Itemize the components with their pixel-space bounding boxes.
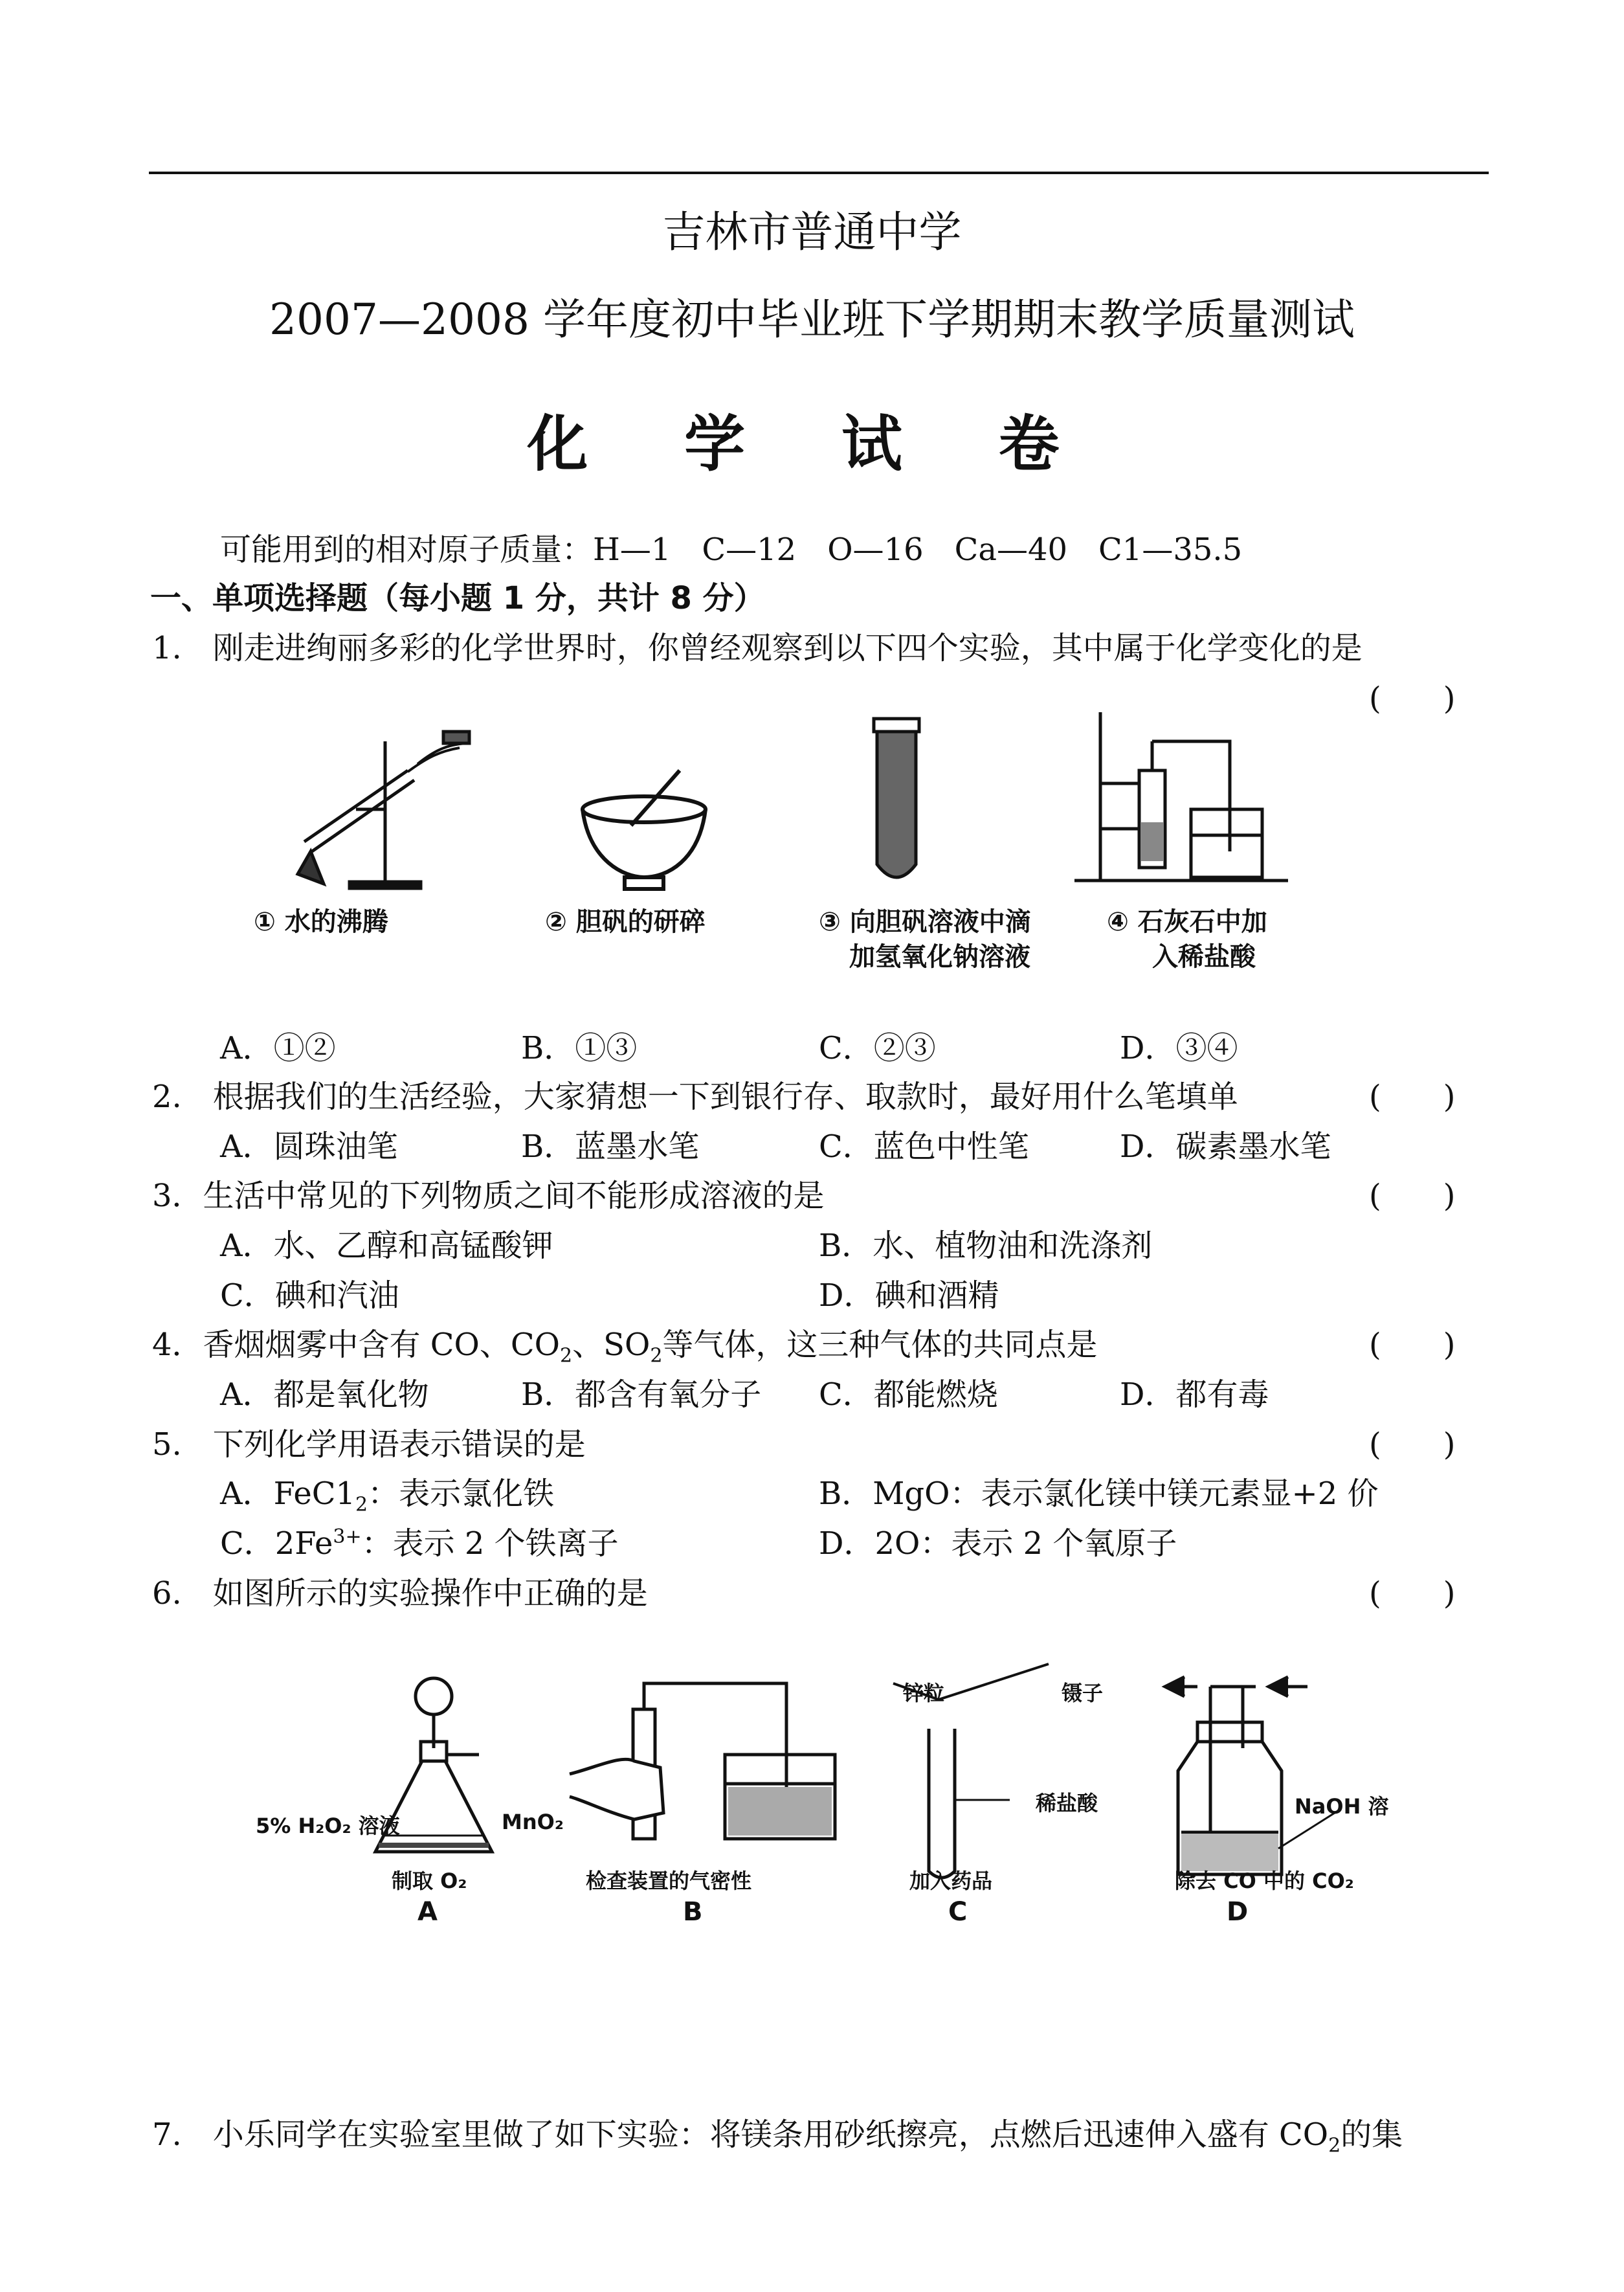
q4-sub-so2: 2 [650, 1344, 663, 1367]
q4-answer-blank: ( ) [1369, 1327, 1456, 1363]
q6-figC-right-label: 稀盐酸 [1036, 1791, 1098, 1815]
q5-answer-blank: ( ) [1369, 1426, 1456, 1463]
q5-opt-c-sup: 3+ [333, 1525, 362, 1548]
q6-figA-left-label: 5% H₂O₂ 溶液 [256, 1814, 400, 1838]
q5-opt-c-post: ：表示 2 个铁离子 [361, 1525, 619, 1562]
q5-option-a [220, 1468, 554, 1516]
q1-option-b: B．①③ [521, 1030, 638, 1066]
q4-option-c: C．都能燃烧 [819, 1376, 998, 1413]
q5-stem: 5. 下列化学用语表示错误的是 [152, 1426, 586, 1463]
q6-figA-caption: 制取 O₂ [392, 1869, 467, 1893]
q4-option-a: A．都是氧化物 [220, 1376, 429, 1413]
q3-option-d: D．碘和酒精 [819, 1277, 999, 1314]
q5-opt-a-post: ：表示氯化铁 [368, 1476, 555, 1512]
q2-option-d: D．碳素墨水笔 [1120, 1129, 1331, 1165]
q3-option-b: B．水、植物油和洗涤剂 [819, 1228, 1153, 1264]
q5-opt-a-pre: A．FeC1 [220, 1476, 356, 1512]
q1-fig4-caption-line1: ④ 石灰石中加 [1107, 907, 1267, 937]
q1-fig2-caption: ② 胆矾的研碎 [545, 907, 706, 937]
q1-stem: 1. 刚走进绚丽多彩的化学世界时，你曾经观察到以下四个实验，其中属于化学变化的是 [152, 630, 1363, 666]
q2-answer-blank: ( ) [1369, 1079, 1456, 1115]
q6-figC-top-left: 锌粒 [903, 1681, 945, 1705]
q4-stem-mid: 、SO [572, 1327, 651, 1363]
q3-option-c: C．碘和汽油 [220, 1277, 399, 1314]
q1-answer-blank: ( ) [1369, 680, 1456, 717]
q4-sub-co2: 2 [559, 1344, 573, 1367]
q1-option-d: D．③④ [1120, 1030, 1238, 1066]
q4-option-b: B．都含有氧分子 [521, 1376, 762, 1413]
exam-subtitle: 2007—2008 学年度初中毕业班下学期期末教学质量测试 [269, 295, 1355, 344]
q6-figC-top-right: 镊子 [1062, 1681, 1104, 1705]
boiling-apparatus-figure [298, 732, 469, 888]
q6-letter-b: B [683, 1897, 703, 1927]
q3-answer-blank: ( ) [1369, 1178, 1456, 1214]
exam-title: 化 学 试 卷 [527, 409, 1097, 480]
q1-option-a: A．①② [220, 1030, 336, 1066]
q4-stem [152, 1320, 1097, 1367]
airtightness-figure [570, 1683, 835, 1839]
q6-answer-blank: ( ) [1369, 1575, 1456, 1612]
q6-stem: 6. 如图所示的实验操作中正确的是 [152, 1575, 648, 1612]
q6-figB-caption: 检查装置的气密性 [586, 1869, 752, 1893]
q4-stem-post: 等气体，这三种气体的共同点是 [662, 1327, 1098, 1363]
q4-stem-pre: 4．香烟烟雾中含有 CO、CO [152, 1327, 560, 1363]
q7-stem-pre: 7. 小乐同学在实验室里做了如下实验：将镁条用砂纸擦亮，点燃后迅速伸入盛有 CO [152, 2117, 1329, 2153]
section-heading: 一、单项选择题（每小题 1 分，共计 8 分） [150, 580, 765, 616]
q6-letter-c: C [948, 1897, 968, 1927]
q7-stem-post: 的集 [1340, 2117, 1403, 2153]
q3-stem: 3．生活中常见的下列物质之间不能形成溶液的是 [152, 1178, 825, 1214]
q6-figD-right-label: NaOH 溶 [1295, 1794, 1389, 1819]
q5-option-c [220, 1518, 619, 1563]
q7-stem [152, 2109, 1403, 2157]
test-tube-figure [874, 719, 919, 877]
q2-option-b: B．蓝墨水笔 [521, 1129, 700, 1165]
q5-option-b: B．MgO：表示氯化镁中镁元素显+2 价 [819, 1476, 1379, 1512]
q1-fig4-caption-line2: 入稀盐酸 [1152, 942, 1256, 972]
q6-figC-caption: 加入药品 [909, 1869, 993, 1893]
q6-letter-d: D [1227, 1897, 1249, 1927]
q6-figD-caption: 除去 CO 中的 CO₂ [1175, 1869, 1354, 1893]
top-rule [149, 172, 1489, 174]
q4-option-d: D．都有毒 [1120, 1376, 1269, 1413]
school-name: 吉林市普通中学 [662, 207, 962, 257]
gas-apparatus-figure [1074, 712, 1288, 881]
q5-option-d: D．2O：表示 2 个氧原子 [819, 1525, 1177, 1562]
q5-opt-c-pre: C．2Fe [220, 1525, 333, 1562]
q6-figA-right-label: MnO₂ [502, 1810, 564, 1834]
q7-stem-sub: 2 [1328, 2134, 1341, 2157]
q1-fig1-caption: ① 水的沸腾 [254, 907, 388, 937]
q2-stem: 2. 根据我们的生活经验，大家猜想一下到银行存、取款时，最好用什么笔填单 [152, 1079, 1238, 1115]
q5-opt-a-sub: 2 [355, 1493, 368, 1516]
q1-fig3-caption-line1: ③ 向胆矾溶液中滴 [819, 907, 1031, 937]
q2-option-a: A．圆珠油笔 [220, 1129, 398, 1165]
wash-bottle-figure [1165, 1677, 1340, 1874]
atomic-masses: 可能用到的相对原子质量：H—1 C—12 O—16 Ca—40 C1—35.5 [220, 532, 1243, 568]
q3-option-a: A．水、乙醇和高锰酸钾 [220, 1228, 553, 1264]
mortar-figure [583, 770, 706, 889]
q2-option-c: C．蓝色中性笔 [819, 1129, 1029, 1165]
q1-option-c: C．②③ [819, 1030, 936, 1066]
q1-fig3-caption-line2: 加氢氧化钠溶液 [849, 942, 1030, 972]
q6-letter-a: A [417, 1897, 438, 1927]
